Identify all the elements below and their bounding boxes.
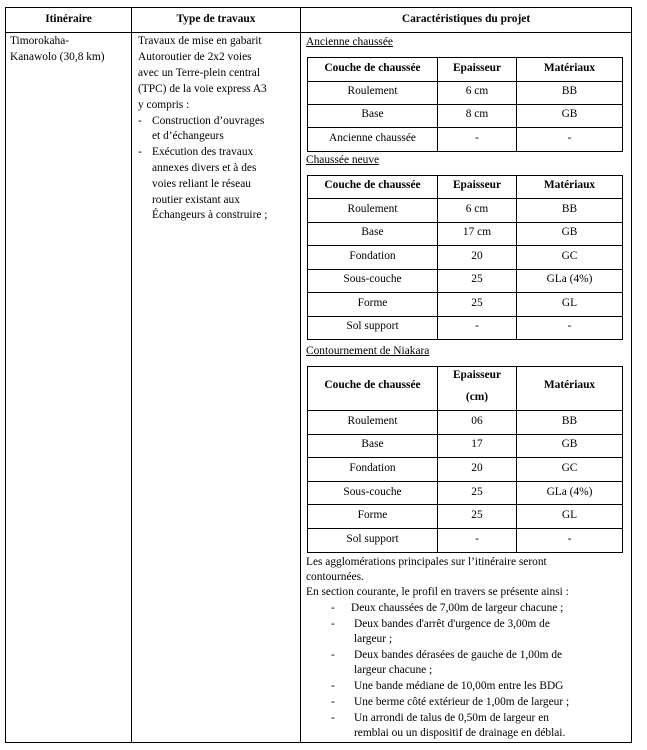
list-item-line: Deux bandes dérasées de gauche de 1,00m de <box>354 649 563 661</box>
column-header: Couche de chaussée <box>324 379 421 391</box>
table-cell: Fondation <box>349 250 396 262</box>
column-header: Matériaux <box>543 62 596 74</box>
list-item-line: remblai ou un dispositif de drainage en déblai. <box>354 727 566 739</box>
type-intro-line: Travaux de mise en gabarit <box>138 35 262 47</box>
table-rule <box>307 81 623 82</box>
table-cell: Sol support <box>346 533 399 545</box>
list-item-line: Un arrondi de talus de 0,50m de largeur en <box>354 712 549 724</box>
table-rule <box>307 552 623 553</box>
table-cell: 8 cm <box>465 108 489 120</box>
table-rule <box>307 292 623 293</box>
table-cell: - <box>567 132 572 144</box>
table-rule <box>307 57 623 58</box>
table-cell: 6 cm <box>465 203 489 215</box>
table-rule <box>307 481 623 482</box>
outer-left-border <box>5 7 6 743</box>
table-rule <box>307 198 623 199</box>
table-rule <box>307 434 623 435</box>
table-rule <box>307 528 623 529</box>
table-rule <box>307 269 623 270</box>
type-intro-line: avec un Terre-plein central <box>138 67 261 79</box>
table-cell: GLa (4%) <box>546 273 593 285</box>
table-cell: 25 <box>471 486 483 498</box>
table-cell: Fondation <box>349 462 396 474</box>
table-rule <box>307 410 623 411</box>
column-header: Couche de chaussée <box>324 62 421 74</box>
table-cell: 06 <box>471 415 483 427</box>
table-rule <box>307 366 308 553</box>
table-rule <box>622 366 623 553</box>
table-cell: GB <box>561 226 578 238</box>
table-rule <box>307 366 623 367</box>
table-cell: - <box>475 533 479 545</box>
table-rule <box>516 366 517 553</box>
table-cell: Base <box>361 438 384 450</box>
header-itineraire: Itinéraire <box>45 13 92 25</box>
table-cell: Ancienne chaussée <box>329 132 416 144</box>
bullet-marker: - <box>138 146 142 158</box>
list-marker: - <box>331 680 335 692</box>
table-rule <box>307 151 623 152</box>
type-bullet-line: annexes divers et à des <box>152 162 257 174</box>
outer-header-bottom-border <box>5 32 632 33</box>
table-rule <box>307 457 623 458</box>
table-cell: GLa (4%) <box>546 486 593 498</box>
table-cell: GL <box>561 297 578 309</box>
table-cell: Sol support <box>346 320 399 332</box>
itineraire-line-2: Kanawolo (30,8 km) <box>10 51 105 63</box>
type-bullet-line: Construction d’ouvrages <box>152 115 265 127</box>
table-cell: 20 <box>471 250 483 262</box>
type-intro-line: (TPC) de la voie express A3 <box>138 83 267 95</box>
table-cell: GL <box>561 509 578 521</box>
outer-col-divider-1 <box>131 7 132 743</box>
table-cell: 17 <box>471 438 483 450</box>
table-cell: 25 <box>471 273 483 285</box>
table-rule <box>622 175 623 340</box>
type-bullet-line: Échangeurs à construire ; <box>152 209 268 221</box>
section-title-ancienne: Ancienne chaussée <box>306 36 393 48</box>
table-rule <box>307 339 623 340</box>
table-cell: GC <box>561 250 578 262</box>
column-header: Epaisseur <box>452 179 502 191</box>
outer-bottom-border <box>5 742 632 743</box>
table-cell: 25 <box>471 297 483 309</box>
table-cell: BB <box>561 203 578 215</box>
table-cell: - <box>567 320 572 332</box>
table-cell: Sous-couche <box>343 273 402 285</box>
itineraire-line-1: Timorokaha- <box>10 35 70 47</box>
list-marker: - <box>331 602 335 614</box>
table-cell: 25 <box>471 509 483 521</box>
outer-col-divider-2 <box>300 7 301 743</box>
section-title-neuve: Chaussée neuve <box>306 154 380 166</box>
column-header: Matériaux <box>543 179 596 191</box>
table-cell: Base <box>361 226 384 238</box>
table-cell: Roulement <box>347 203 398 215</box>
table-cell: - <box>567 533 572 545</box>
section-title-niakara: Contournement de Niakara <box>306 345 430 357</box>
notes-paragraph-line: Les agglomérations principales sur l’itinéraire seront <box>306 556 547 568</box>
table-cell: Sous-couche <box>343 486 402 498</box>
table-cell: - <box>475 320 479 332</box>
column-header: Matériaux <box>543 379 596 391</box>
table-rule <box>307 504 623 505</box>
table-cell: BB <box>561 415 578 427</box>
type-bullet-line: routier existant aux <box>152 194 240 206</box>
table-cell: 17 cm <box>462 226 492 238</box>
table-rule <box>622 57 623 152</box>
table-cell: GC <box>561 462 578 474</box>
type-intro-line: y compris : <box>138 99 190 111</box>
list-item-line: Deux chaussées de 7,00m de largeur chacune ; <box>351 602 564 614</box>
table-cell: 6 cm <box>465 85 489 97</box>
table-cell: 20 <box>471 462 483 474</box>
table-cell: Roulement <box>347 85 398 97</box>
outer-right-border <box>631 7 632 743</box>
column-header: Couche de chaussée <box>324 179 421 191</box>
type-intro-line: Autoroutier de 2x2 voies <box>138 51 252 63</box>
bullet-marker: - <box>138 115 142 127</box>
table-cell: Forme <box>357 297 388 309</box>
list-marker: - <box>331 696 335 708</box>
table-cell: GB <box>561 108 578 120</box>
list-marker: - <box>331 618 335 630</box>
table-rule <box>307 222 623 223</box>
list-marker: - <box>331 649 335 661</box>
header-type-travaux: Type de travaux <box>176 13 256 25</box>
table-rule <box>307 127 623 128</box>
column-header: Epaisseur <box>452 62 502 74</box>
outer-top-border <box>5 7 632 8</box>
table-cell: Forme <box>357 509 388 521</box>
table-rule <box>307 175 623 176</box>
table-cell: Roulement <box>347 415 398 427</box>
column-header-unit: (cm) <box>465 391 489 403</box>
table-cell: BB <box>561 85 578 97</box>
table-rule <box>307 104 623 105</box>
list-item-line: Une berme côté extérieur de 1,00m de largeur ; <box>354 696 570 708</box>
column-header: Epaisseur <box>452 369 502 381</box>
type-bullet-line: Exécution des travaux <box>152 146 254 158</box>
list-item-line: Une bande médiane de 10,00m entre les BDG <box>354 680 564 692</box>
table-cell: - <box>475 132 479 144</box>
table-cell: Base <box>361 108 384 120</box>
list-marker: - <box>331 712 335 724</box>
table-cell: GB <box>561 438 578 450</box>
list-item-line: largeur ; <box>354 633 393 645</box>
notes-paragraph-line: En section courante, le profil en travers se présente ainsi : <box>306 586 569 598</box>
type-bullet-line: voies reliant le réseau <box>152 178 251 190</box>
header-caracteristiques: Caractéristiques du projet <box>401 13 531 25</box>
type-bullet-line: et d’échangeurs <box>152 130 224 142</box>
table-rule <box>307 245 623 246</box>
list-item-line: Deux bandes d'arrêt d'urgence de 3,00m de <box>354 618 550 630</box>
list-item-line: largeur chacune ; <box>354 664 433 676</box>
notes-paragraph-line: contournées. <box>306 571 364 583</box>
table-rule <box>307 316 623 317</box>
